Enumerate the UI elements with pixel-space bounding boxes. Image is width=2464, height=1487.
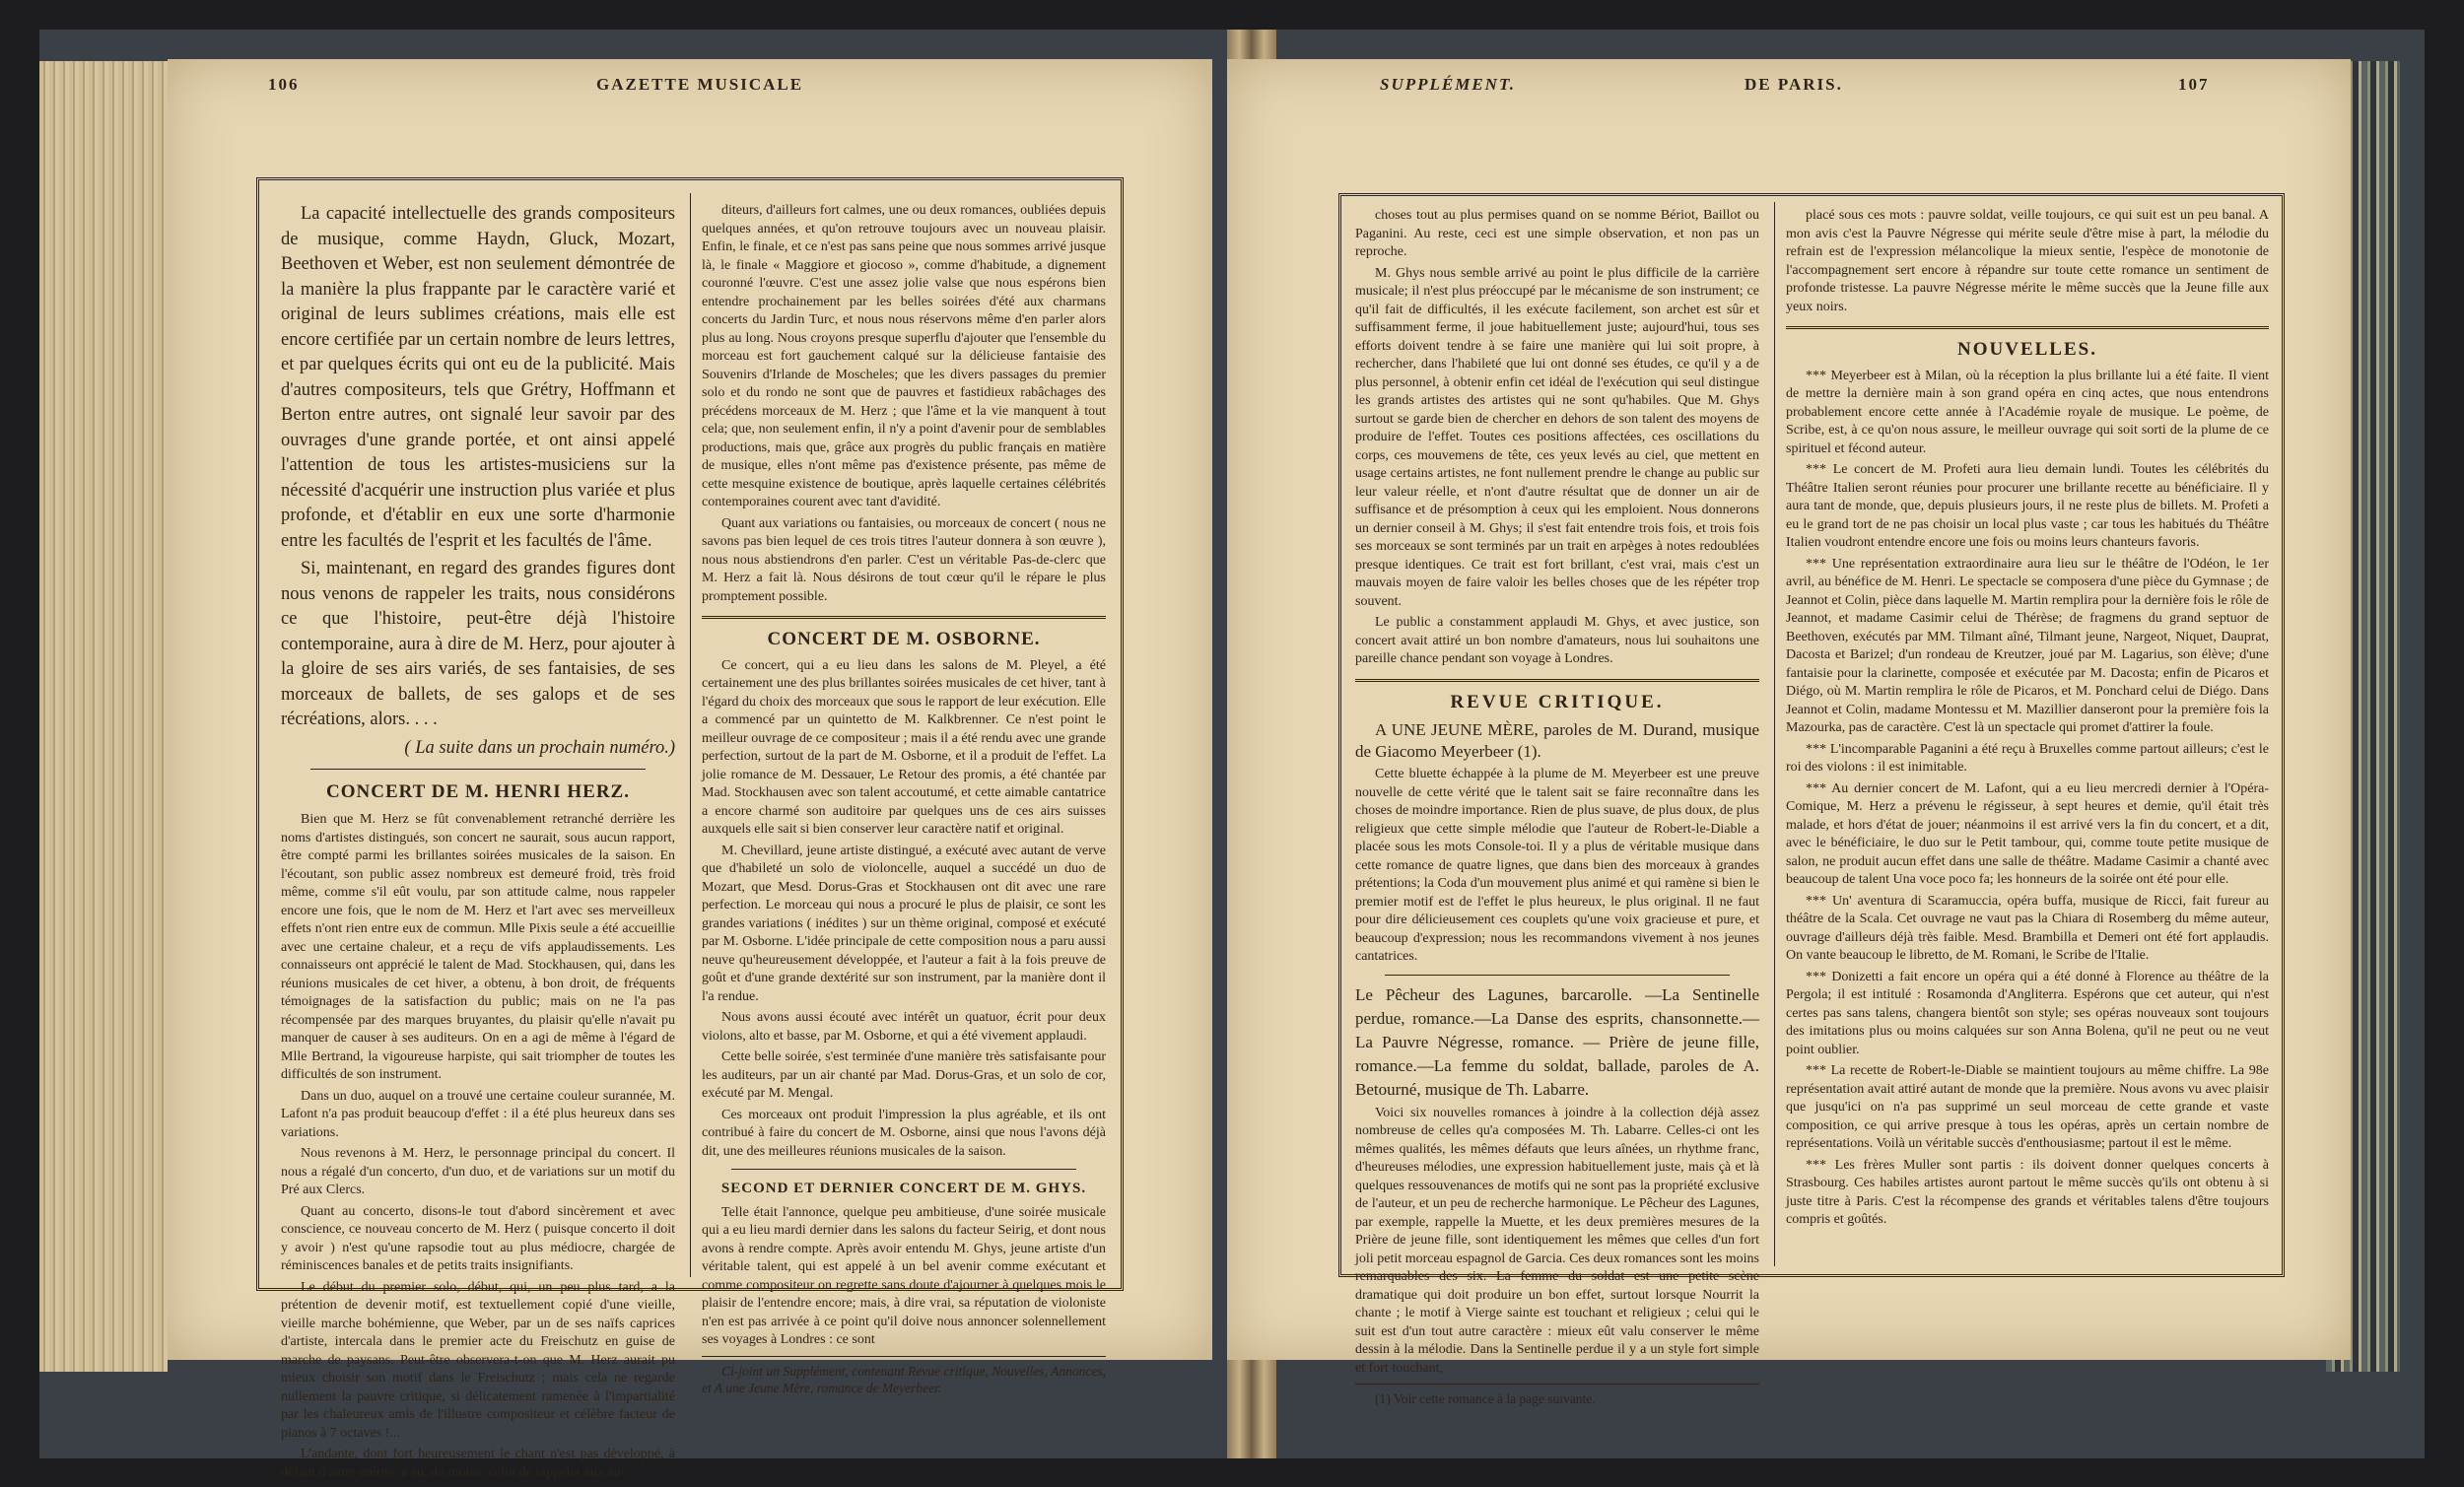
article-paragraph: Nous avons aussi écouté avec intérêt un quatuor, écrit pour deux violons, alto et basse, par M. Osborne, et qui a été vivement applaudi. (702, 1010, 1106, 1044)
article-paragraph: Quant au concerto, disons-le tout d'abord sincèrement et avec conscience, ce nouveau concerto de M. Herz ( puisque concerto il doit y avoir ) n'est qu'une rapsodie tout au plus médiocre, chargée de réminiscences banales et de petits traits insignifiants. (281, 1203, 675, 1273)
footnote-rule (1355, 1384, 1759, 1385)
article-paragraph: placé sous ces mots : pauvre soldat, veille toujours, ce qui suit est un peu banal. A mon avis c'est la Pauvre Négresse qui mérite seule d'être mise à part, la mélodie du refrain est de l'expression mélancolique la mieux sentie, l'espèce de monotonie de l'accompagnement sert encore à répandre sur toute cette romance un sentiment de profonde tristesse. La pauvre Négresse mérite le même succès que la Jeune fille aux yeux noirs. (1786, 208, 2269, 314)
left-column-1 (281, 202, 675, 1480)
section-divider (1355, 679, 1759, 682)
article-paragraph: Ce concert, qui a eu lieu dans les salons de M. Pleyel, a été certainement une des plus brillantes soirées musicales de cet hiver, tant à l'égard du choix des morceaux que sous le rapport de leur exécution. Elle a commencé par un quintetto de M. Kalkbrenner. Ce n'est point le meilleur ouvrage de ce compositeur ; mais il a été rendu avec une grande perfection, surtout de la part de M. Osborne, et il a produit de l'effet. La jolie romance de M. Dessauer, Le Retour des promis, a été chantée par Mad. Stockhausen avec son talent accoutumé, et cette aimable cantatrice a encore charmé son auditoire par quelques uns de ces airs suisses auxquels elle sait si bien conserver leur caractère natif et original. (702, 657, 1106, 837)
article-paragraph: Cette belle soirée, s'est terminée d'une manière très satisfaisante pour les auditeurs, par un air chanté par Mad. Dorus-Gras, et un solo de cor, exécuté par M. Mengal. (702, 1049, 1106, 1101)
news-item: *** Un' aventura di Scaramuccia, opéra buffa, musique de Ricci, fait fureur au théâtre de la Scala. Cet ouvrage ne vaut pas la Chiara di Rosemberg du même auteur, ouvrage d'ailleurs déjà très faible. Mesd. Brambilla et Demeri ont été fort applaudis. On vante beaucoup le libretto, de M. Romani, le Scribe de l'Italie. (1786, 893, 2269, 963)
herz-concert-heading: CONCERT DE M. HENRI HERZ. (326, 781, 630, 802)
article-paragraph: Voici six nouvelles romances à joindre à la collection déjà assez nombreuse de celles qu'a composées M. Th. Labarre. Celles-ci ont les mêmes qualités, les mêmes défauts que leurs aînées, un rhythme franc, d'heureuses mélodies, une expression habituellement juste, mais çà et là quelques ressouvenances de motifs qui ne sont pas la propriété exclusive de l'auteur, et un peu de recherche harmonique. Le Pêcheur des Lagunes, par exemple, rappelle la Muette, et les deux premières mesures de la Prière de jeune fille, sont identiquement les mêmes que celles d'un fort joli petit morceau espagnol de Garcia. Ces deux romances sont les moins remarquables des six. La femme du soldat est une petite scène dramatique qui doit produire un bon effet, surtout lorsque Nourrit la chante ; le motif à Vierge sainte est touchant et religieux ; celui qui le suit est d'un tout autre caractère : mieux eût valu conserver le même dessin à la mélodie. Dans la Sentinelle perdue il y a un style fort simple et fort touchant, (1355, 1105, 1759, 1376)
right-page-number: 107 (2178, 75, 2210, 94)
section-divider (731, 1169, 1076, 1170)
left-page-number: 106 (268, 75, 300, 94)
left-column-rule (690, 193, 691, 1277)
article-paragraph: Dans un duo, auquel on a trouvé une certaine couleur surannée, M. Lafont n'a pas produit beaucoup d'effet : il a été plus heureux dans ses variations. (281, 1088, 675, 1140)
review-subtitle: A UNE JEUNE MÈRE, paroles de M. Durand, musique de Giacomo Meyerbeer (1). (1355, 720, 1759, 761)
article-paragraph: Bien que M. Herz se fût convenablement retranché derrière les noms d'artistes distingués, son concert ne saurait, sous aucun rapport, être compté parmi les brillantes soirées musicales de la saison. En l'écoutant, son public assez nombreux est demeuré froid, très froid même, comme s'il eût voulu, par son attitude calme, nous rappeler encore une fois, que le nom de M. Herz et l'art avec ses merveilleux effets n'ont rien entre eux de commun. Mlle Pixis seule a été accueillie avec une certaine chaleur, et a reçu de vifs applaudissements. Les connaisseurs ont apprécié le talent de Mad. Stockhausen, qui, dans les réunions musicales de cet hiver, a obtenu, à bon droit, de fréquents témoignages de la satisfaction du public; mais on ne l'a pas récompensée par des marques bruyantes, du plaisir qu'elle n'avait pu manquer de causer à ses auditeurs. On en a agi de même à l'égard de Mlle Bertrand, la vigoureuse harpiste, qui sait triompher de toutes les difficultés de son instrument. (281, 812, 675, 1082)
news-item: *** L'incomparable Paganini a été reçu à Bruxelles comme partout ailleurs; c'est le roi des violons : il est inimitable. (1786, 741, 2269, 775)
section-divider (702, 616, 1106, 619)
left-page-stack (39, 61, 168, 1372)
article-paragraph: Cette bluette échappée à la plume de M. Meyerbeer est une preuve nouvelle de cette vérité que le talent sait se faire reconnaître dans les choses de moindre importance. Rien de plus suave, de plus doux, de plus religieux que cette simple mélodie que l'auteur de Robert-le-Diable a placée sous les mots Console-toi. Il y a plus de véritable musique dans cette romance de quatre lignes, que dans bien des morceaux à grandes prétentions; la Coda d'un mouvement plus animé et qui ramène si bien le premier motif est de l'effet le plus heureux, le plus original. Il ne faut pour dire délicieusement ces couplets qu'une voix gracieuse et pure, et beaucoup d'expression; nous les recommandons vivement à nos jeunes cantatrices. (1355, 767, 1759, 964)
news-item: *** Les frères Muller sont partis : ils doivent donner quelques concerts à Strasbourg. Ces habiles artistes auront partout le même succès qu'ils ont obtenu à si juste titre à Paris. C'est la récompense des grands et véritables talens d'être toujours compris et goûtés. (1786, 1157, 2269, 1227)
essay-paragraph: La capacité intellectuelle des grands compositeurs de musique, comme Haydn, Gluck, Mozart, Beethoven et Weber, est non seulement démontrée de la manière la plus frappante par le caractère varié et original de leurs sublimes créations, mais elle est encore certifiée par un certain nombre de leurs lettres, et par quelques écrits qui ont eu de la publicité. Mais d'autres compositeurs, tels que Grétry, Hoffmann et Berton entre autres, ont signalé leur savoir par des ouvrages d'une grande portée, et ont ainsi appelé l'attention de tous les artistes-musiciens sur la nécessité d'acquérir une instruction plus variée et plus profonde, et d'établir en eux une sorte d'harmonie entre les facultés de l'esprit et les facultés de l'âme. (281, 204, 675, 551)
continuation-note: ( La suite dans un prochain numéro.) (404, 737, 675, 758)
supplement-notice: Ci-joint un Supplément, contenant Revue critique, Nouvelles, Annonces, et A une Jeune Mère, romance de Meyerbeer. (702, 1363, 1106, 1395)
article-paragraph: M. Ghys nous semble arrivé au point le plus difficile de la carrière musicale; il n'est plus préoccupé par le mécanisme de son instrument; ce qu'il fait de difficultés, il les exécute facilement, son archet est sûr et suffisamment ferme, il joue habituellement juste; aujourd'hui, tous ses efforts doivent tendre à se faire une manière qui lui soit propre, à rechercher, dans l'habileté que lui ont donné ses études, ce qu'il y a de plus personnel, à obtenir enfin cet idéal de l'exécution qui seul distingue les grands artistes des artistes qui ne sont qu'habiles. Que M. Ghys surtout se garde bien de chercher en dehors de son talent des moyens de produire de l'effet. Toutes ces positions affectées, ces oscillations du corps, ces mouvemens de tête, ces yeux levés au ciel, que mettent en usage certains artistes, ne font nullement prendre le change au public sur leur valeur réelle, et n'ont d'autre résultat que de donner un air de suffisance et de présomption à ceux qui les emploient. Nous donnerons un dernier conseil à M. Ghys; il s'est fait entendre trois fois, et trois fois ses morceaux se sont terminés par un trait en arpèges à notes redoublées presque identiques. Ce trait est fort brillant, c'est vrai, mais c'est un mauvais moyen de faire valoir les belles choses que de les répéter trop souvent. (1355, 265, 1759, 609)
right-running-title-supplement: SUPPLÉMENT. (1380, 75, 1517, 94)
ghys-concert-heading: SECOND ET DERNIER CONCERT DE M. GHYS. (720, 1181, 1087, 1196)
news-item: *** Meyerbeer est à Milan, où la réception la plus brillante lui a été faite. Il vient de mettre la dernière main à son grand opéra en cinq actes, que nous entendrons probablement encore cette année à l'Académie royale de musique. Le poème, de Scribe, est, à ce qu'on nous assure, le meilleur ouvrage qui soit sorti de la plume de ce spirituel et fécond auteur. (1786, 368, 2269, 456)
article-paragraph: choses tout au plus permises quand on se nomme Bériot, Baillot ou Paganini. Au reste, ceci est une simple observation, et non pas un reproche. (1355, 208, 1759, 259)
news-item: *** Une représentation extraordinaire aura lieu sur le théâtre de l'Odéon, le 1er avril, au bénéfice de M. Henri. Le spectacle se composera d'une pièce du Gymnase ; de Jeannot et Colin, pièce dans laquelle M. Martin remplira pour la dernière fois le rôle de Jeannot, et madame Casimir celui de Thérèse; de fragmens du grand septuor de Beethoven, exécutés par MM. Tilmant aîné, Tilmant jeune, Nargeot, Niquet, Dauprat, Dacosta et Barizel; d'un rondeau de Kreutzer, joué par M. Lagarius, son élève; d'une fantaisie pour la clarinette, composée et exécutée par M. Dacosta; enfin de Picaros et Diégo, où M. Martin remplira le rôle de Picaros, et M. Ponchard celui de Diégo. Dans Jeannot et Colin, madame Montessu et M. Mazillier danseront pour la première fois la Mazourka, pas de caractère. C'est là un spectacle qui promet d'attirer la foule. (1786, 556, 2269, 735)
section-divider (310, 769, 646, 770)
footer-rule (702, 1356, 1106, 1357)
right-column-1 (1355, 207, 1759, 1406)
news-item: *** La recette de Robert-le-Diable se maintient toujours au même chiffre. La 98e représentation avait attiré autant de monde que la première. Nous avons vu avec plaisir que jusqu'ici on n'a pas supprimé un seul morceau de cette grande et vaste composition, ce qui arrive presque à tous les opéras, après un certain nombre de représentations. Voilà un véritable succès d'enthousiasme; partout il est le même. (1786, 1063, 2269, 1151)
nouvelles-heading: NOUVELLES. (1957, 339, 2097, 360)
section-divider (1385, 975, 1730, 976)
article-paragraph: Telle était l'annonce, quelque peu ambitieuse, d'une soirée musicale qui a eu lieu mardi dernier dans les salons du facteur Seirig, et dont nous avons à rendre compte. Après avoir entendu M. Ghys, jeune artiste d'un véritable talent, qui est appelé à un bel avenir comme exécutant et comme compositeur on regrette sans doute d'ajourner à quelques mois le plaisir de l'entendre encore; mais, à dire vrai, sa réputation de violoniste n'en est pas arrivée à ce point qu'il doive nous annoncer solennellement ses voyages à Londres : ce sont (702, 1204, 1106, 1347)
news-item: *** Au dernier concert de M. Lafont, qui a eu lieu mercredi dernier à l'Opéra-Comique, M. Herz a prévenu le régisseur, à sept heures et demie, qu'il était très malade, et hors d'état de jouer; néanmoins il est arrivé vers la fin du concert, et a dit, avec le bénéficiaire, le duo sur le Petit tambour, qui, comme toute petite musique de salon, ne produit aucun effet dans une salle de théâtre. Madame Casimir a chanté avec beaucoup de talent Una voce poco fa; les honneurs de la soirée ont été pour elle. (1786, 780, 2269, 887)
article-paragraph: Quant aux variations ou fantaisies, ou morceaux de concert ( nous ne savons pas bien lequel de ces trois titres l'auteur donnera à son œuvre ), nous nous abstiendrons d'en parler. C'est un véritable Pas-de-clerc que M. Herz a fait là. Nous désirons de tout cœur qu'il le répare le plus promptement possible. (702, 515, 1106, 604)
right-column-2 (1786, 207, 2269, 1266)
herz-essay-intro (281, 202, 675, 761)
revue-critique-heading: REVUE CRITIQUE. (1450, 691, 1665, 712)
article-paragraph: Le public a constamment applaudi M. Ghys, et avec justice, son concert avait attiré un bon nombre d'amateurs, nous lui souhaitons une pareille chance pendant son voyage à Londres. (1355, 615, 1759, 666)
right-running-title-paris: DE PARIS. (1745, 75, 1843, 94)
labarre-romances-list: Le Pêcheur des Lagunes, barcarolle. —La Sentinelle perdue, romance.—La Danse des esprits, chansonnette.—La Pauvre Négresse, romance. — Prière de jeune fille, romance.—La femme du soldat, ballade, paroles de A. Betourné, musique de Th. Labarre. (1355, 984, 1759, 1099)
section-divider (1786, 326, 2269, 329)
article-paragraph: diteurs, d'ailleurs fort calmes, une ou deux romances, oubliées depuis quelques années, et qu'on retrouve toujours avec un nouveau plaisir. Enfin, le finale, et ce n'est pas sans peine que nous sommes arrivé jusque là, le finale « Maggiore et giocoso », comme d'habitude, a dignement couronné l'œuvre. C'est une assez jolie valse que nous espérons bien entendre prochainement par les belles soirées d'été aux charmans concerts du Jardin Turc, et nous nous réservons même d'en parler alors plus au long. Nous croyons presque superflu d'ajouter que l'ensemble du morceau est fort gauchement calqué sur la délicieuse fantaisie des Souvenirs d'Irlande de Moscheles; que les divers passages du premier solo et du rondo ne sont que de pauvres et fastidieux rabâchages des précédens morceaux de M. Herz ; que l'âme et la vie manquent à tout cela; que, non seulement enfin, il n'y a point d'avenir pour de semblables productions, mais que, grâce aux progrès du public français en matière de musique, elles n'ont même pas d'existence présente, pas même de cette mesquine existence de boutique, après laquelle certaines célébrités contemporaines courent avec tant d'avidité. (702, 203, 1106, 509)
left-column-2 (702, 202, 1106, 1395)
essay-paragraph: Si, maintenant, en regard des grandes figures dont nous venons de rappeler les traits, nous considérons ce que l'histoire, peut-être déjà l'histoire contemporaine, aura à dire de M. Herz, pour ajouter à la gloire de ses airs variés, de ses fantaisies, de ses morceaux de ballets, de ses galops et de ses récréations, alors. . . . (281, 559, 675, 729)
article-paragraph: Nous revenons à M. Herz, le personnage principal du concert. Il nous a régalé d'un concerto, d'un duo, et de variations sur un motif du Pré aux Clercs. (281, 1146, 675, 1197)
article-paragraph: M. Chevillard, jeune artiste distingué, a exécuté avec autant de verve que d'habileté un solo de violoncelle, auquel a succédé un duo de Mozart, que Mesd. Dorus-Gras et Stockhausen ont dit avec une rare perfection. Le morceau qui nous a procuré le plus de plaisir, ce sont les grandes variations ( inédites ) sur un thème original, composé et exécuté par M. Osborne. L'idée principale de cette composition nous a paru aussi neuve qu'heureusement développée, et l'auteur a fait à la fois preuve de goût et d'une grande dextérité sur son instrument, par la manière dont il l'a rendue. (702, 843, 1106, 1004)
article-paragraph: Le début du premier solo, début, qui, un peu plus tard, a la prétention de devenir motif, est textuellement copié d'une vieille, vieille marche bohémienne, que Weber, par un de ses naïfs caprices d'artiste, intercala dans le premier acte du Freischutz en guise de marche de paysans. Peut-être observera-t-on que M. Herz aurait pu mieux choisir son motif dans le Freischutz ; mais cela ne regarde nullement la pauvre critique, si délicatement ramenée à l'impartialité par les chaleureux amis de l'illustre compositeur et célèbre facteur de pianos à 7 octaves !... (281, 1279, 675, 1441)
news-item: *** Donizetti a fait encore un opéra qui a été donné à Florence au théâtre de la Pergola; il est intitulé : Rosamonda d'Angliterra. Espérons que cet auteur, qui n'est certes pas sans talens, changera bientôt son style; ses opéras nouveaux sont toujours des imitations plus ou moins calquées sur son Anna Bolena, qu'il ne peut ou ne veut point oublier. (1786, 969, 2269, 1057)
right-column-rule (1774, 202, 1775, 1266)
article-paragraph: Ces morceaux ont produit l'impression la plus agréable, et ils ont contribué à faire du concert de M. Osborne, ainsi que nous l'avons déjà dit, une des meilleures réunions musicales de la saison. (702, 1107, 1106, 1159)
herz-concert-article (281, 811, 675, 1482)
left-running-title: GAZETTE MUSICALE (596, 75, 804, 94)
news-item: *** Le concert de M. Profeti aura lieu demain lundi. Toutes les célébrités du Théâtre Italien seront réunies pour procurer une brillante recette au bénéficiaire. Il y aura tant de monde, que, depuis plusieurs jours, il ne reste plus de billets. M. Profeti a eu le grand tort de ne pas choisir un local plus vaste ; car tous les habitués du Théâtre Italien voudront entendre encore une fois ou moins leurs chanteurs favoris. (1786, 462, 2269, 550)
article-paragraph: L'andante, dont fort heureusement le chant n'est pas développé, à défaut d'autre mérite, a eu, du moins, celui de rappeler aux au- (281, 1447, 675, 1480)
osborne-concert-heading: CONCERT DE M. OSBORNE. (767, 629, 1041, 649)
footnote: (1) Voir cette romance à la page suivante. (1375, 1391, 1596, 1406)
